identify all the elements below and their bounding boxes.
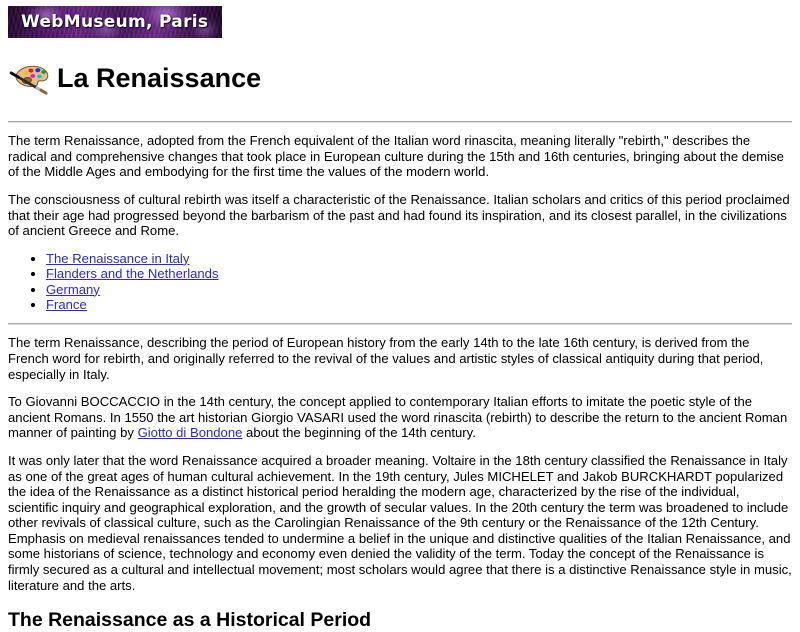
link-germany[interactable]: Germany xyxy=(46,281,100,297)
body-paragraph-4 xyxy=(8,394,792,441)
body-paragraph-5: It was only later that the word Renaissance acquired a broader meaning. Voltaire in the 18th century classified the Renaissance in Italy as one of the great ages of human cultural achievement. In the 19th century, Jules MICHELET and Jakob BURCKHARDT popularized the idea of the Renaissance as a distinct historical period heralding the modern age, characterized by the rise of the individual, scientific inquiry and geographical exploration, and the growth of secular values. In the 20th century the term was broadened to include other revivals of classical culture, such as the Carolingian Renaissance of the 9th century or the Renaissance of the 12th Century. Emphasis on medieval renaissances tended to undermine a belief in the unique and distinctive qualities of the Italian Renaissance, and some historians of science, technology and economy even denied the validity of the term. Today the concept of the Renaissance is firmly secured as a cultural and intellectual movement; most scholars would agree that there is a distinctive Renaissance style in music, literature and the arts. xyxy=(8,452,792,593)
intro-paragraph-1: The term Renaissance, adopted from the French equivalent of the Italian word rinascita, meaning literally "rebirth," describes the radical and comprehensive changes that took place in European culture during the 15th and 16th centuries, bringing about the demise of the Middle Ages and embodying for the first time the values of the modern world. xyxy=(8,133,784,180)
site-banner[interactable] xyxy=(8,6,222,38)
link-flanders-and-the-netherlands[interactable]: Flanders and the Netherlands xyxy=(46,266,219,282)
page-title: La Renaissance xyxy=(57,63,262,94)
list-item xyxy=(46,297,792,312)
list-item xyxy=(46,266,792,281)
paragraph-4-text-before: To Giovanni BOCCACCIO in the 14th century, the concept applied to contemporary Italian efforts to imitate the poetic style of the ancient Romans. In 1550 the art historian Giorgio VASARI used the word rinascita (rebirth) to describe the return to the ancient Roman manner of painting by xyxy=(8,394,788,441)
palette-icon xyxy=(8,63,52,95)
divider-top xyxy=(8,121,792,123)
body-paragraph-3: The term Renaissance, describing the period of European history from the early 14th to the late 16th century, is derived from the French word for rebirth, and originally referred to the revival of the values and artistic styles of classical antiquity during that period, especially in Italy. xyxy=(8,335,764,382)
section-heading-historical-period: The Renaissance as a Historical Period xyxy=(8,609,372,632)
link-giotto-di-bondone[interactable]: Giotto di Bondone xyxy=(137,425,243,441)
list-item xyxy=(46,282,792,297)
intro-paragraph-2: The consciousness of cultural rebirth was itself a characteristic of the Renaissance. Italian scholars and critics of this period proclaimed that their age had progressed beyond the barbarism of the past and had found its inspiration, and its closest parallel, in the civilizations of ancient Greece and Rome. xyxy=(8,191,790,239)
list-item xyxy=(46,251,792,266)
link-renaissance-in-italy[interactable]: The Renaissance in Italy xyxy=(46,250,190,266)
region-link-list xyxy=(8,251,792,313)
page-title-row xyxy=(8,47,792,110)
site-banner-title: WebMuseum, Paris xyxy=(21,12,209,32)
link-france[interactable]: France xyxy=(46,296,87,312)
divider-middle xyxy=(8,323,792,325)
paragraph-4-text-after: about the beginning of the 14th century. xyxy=(242,425,476,441)
